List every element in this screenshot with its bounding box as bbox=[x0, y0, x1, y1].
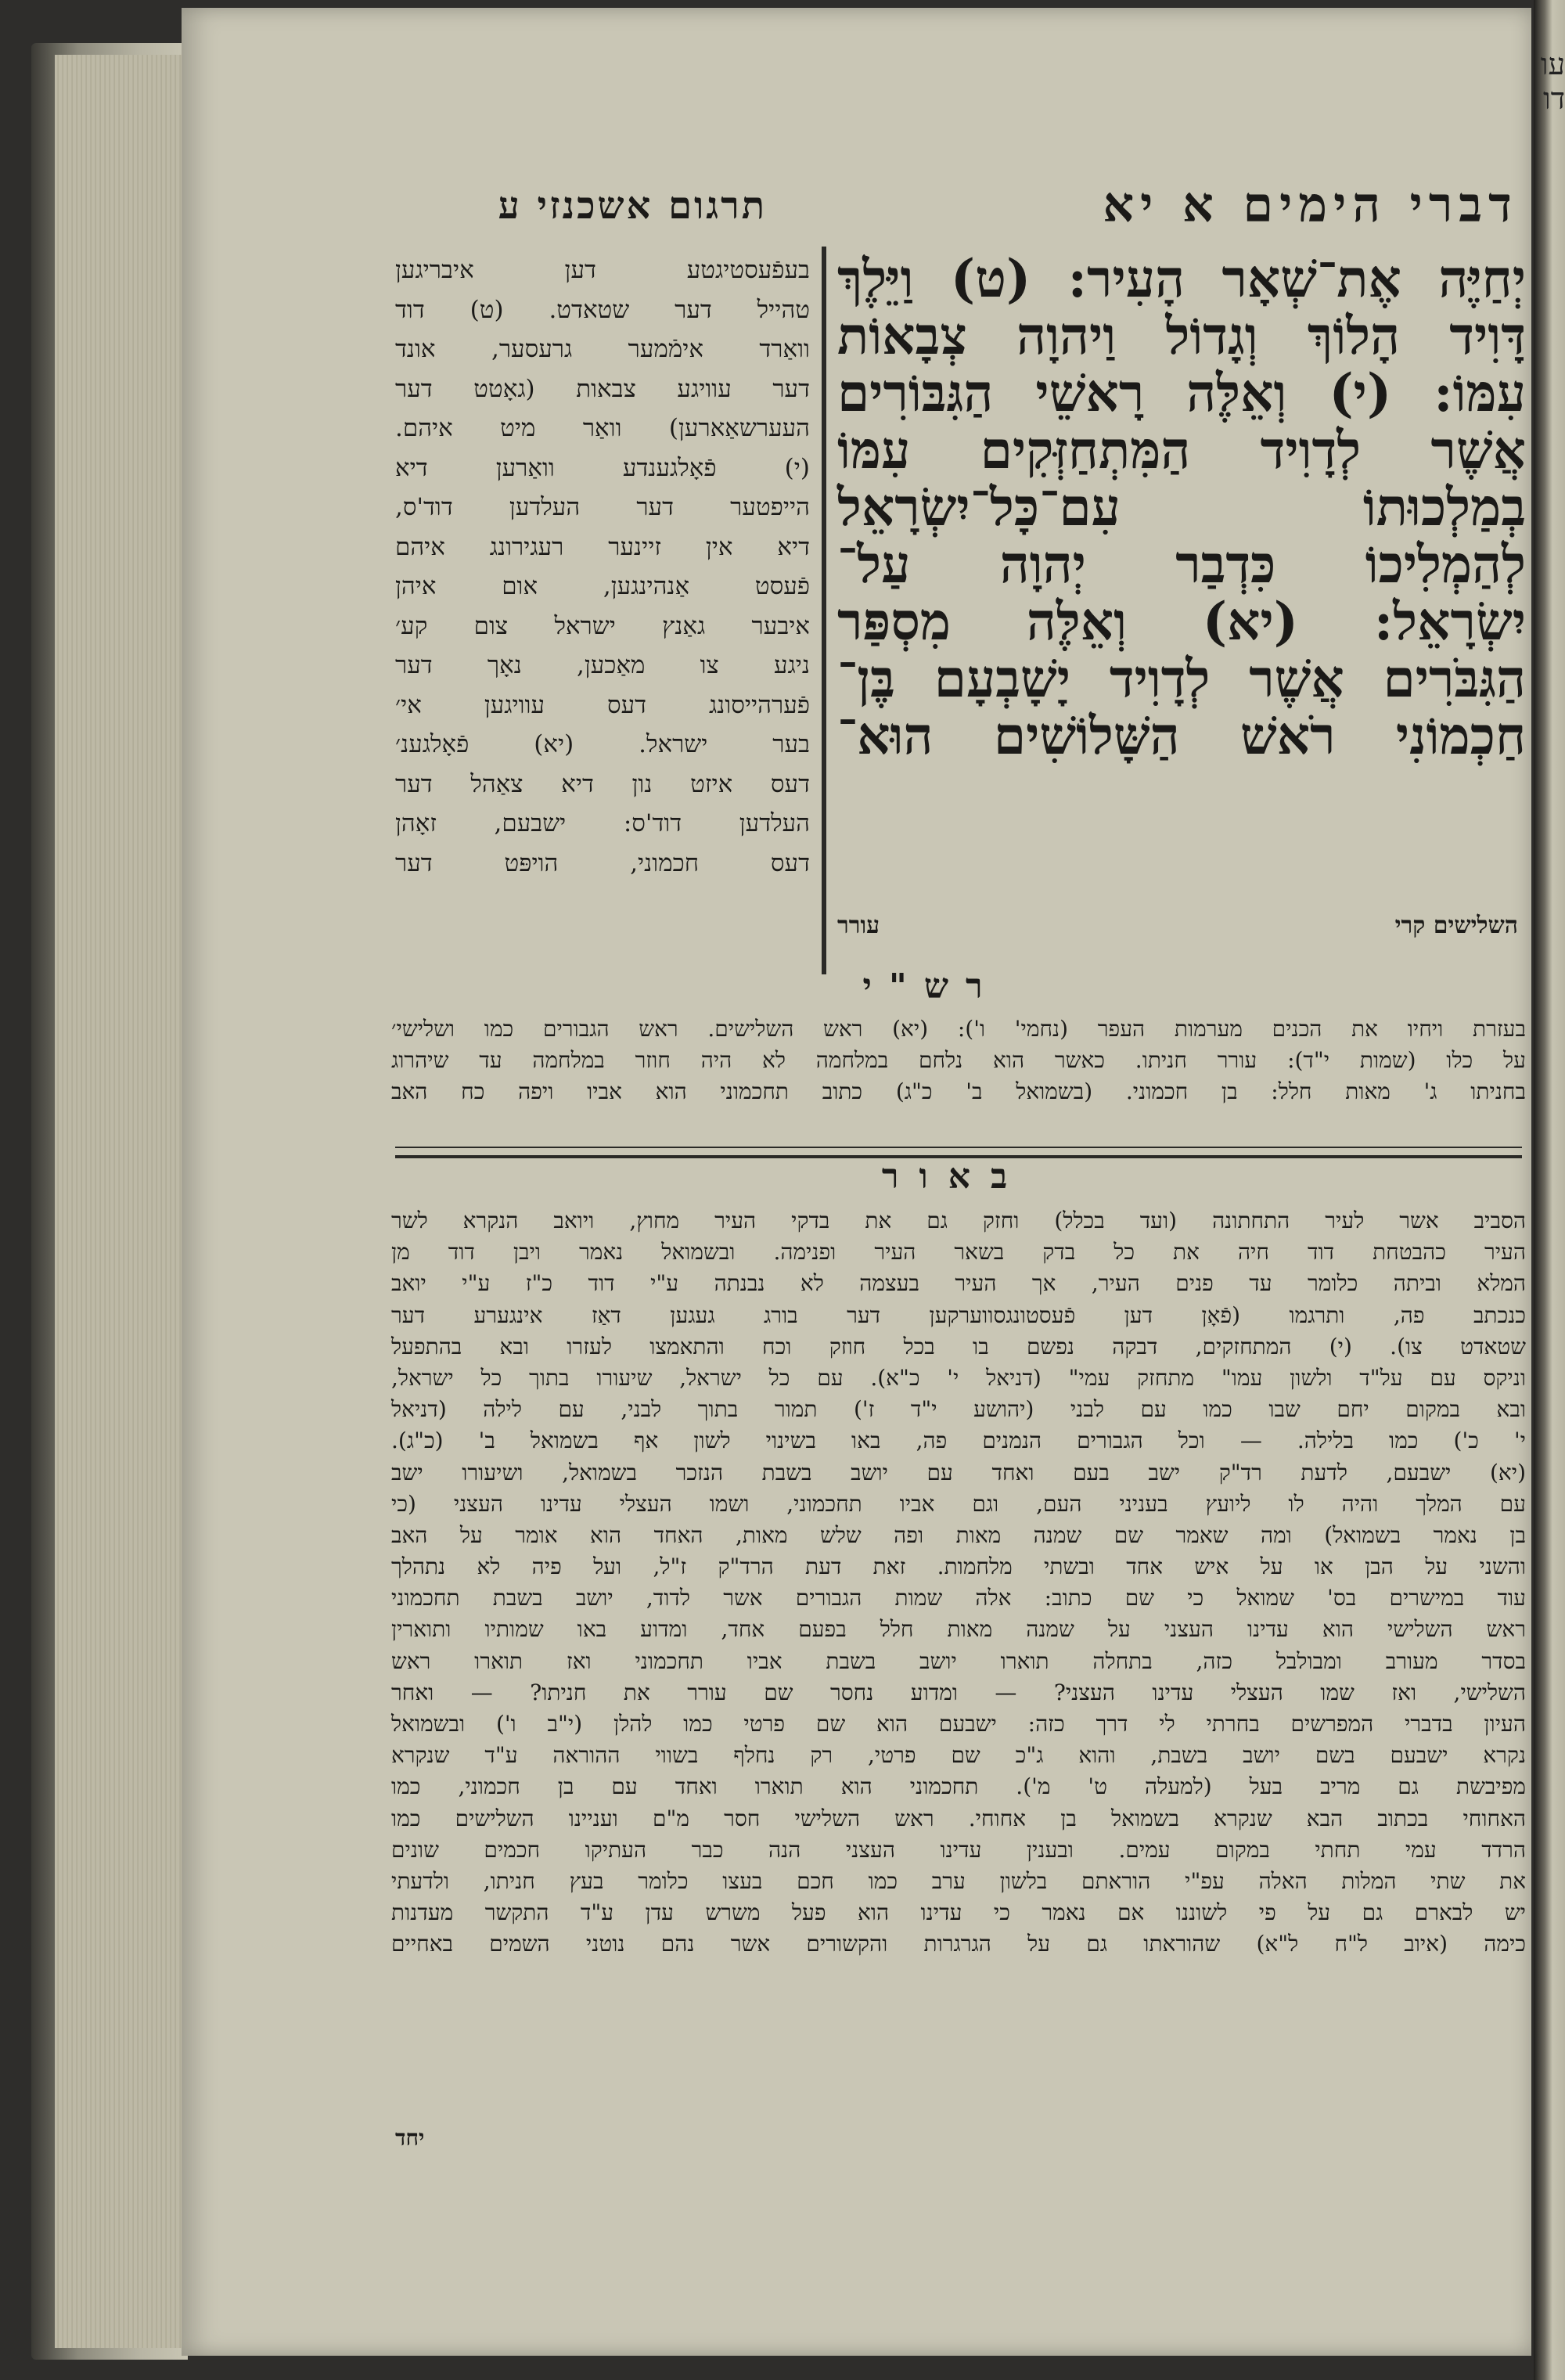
translation-line: בער ישראל. (יא) פֿאָלגענ׳ bbox=[395, 730, 810, 758]
rashi-line: בעזרת ויחיו את הכנים מערמות העפר (נחמי' ו'): (יא) ראש השלישים. ראש הגבורים כמו ושלישי׳ bbox=[391, 1016, 1526, 1042]
translation-line: וואַרד אימֿמער גרעסער, אונד bbox=[395, 335, 810, 363]
biur-line: והשני על הבן או על איש אחד ובשתי מלחמות. זאת דעת הרד"ק ז"ל, ועל פיה לא נתהלך bbox=[391, 1554, 1526, 1580]
translation-line: דעס איזט נון דיא צאַהל דער bbox=[395, 769, 810, 798]
rashi-line: בחניתו ג' מאות חלל: בן חכמוני. (בשמואל ב' כ"ג) כתוב תחכמוני הוא אביו ויפה כח האב bbox=[391, 1078, 1526, 1104]
translation-line: פֿערהייסונג דעס עוויגען אי׳ bbox=[395, 690, 810, 719]
biur-line: וניקס עם על"ד ולשון עמו" מתחזק עמי" (דניאל י' כ"א). עם כל ישראל, שיעורו בתוך כל ישראל, bbox=[391, 1364, 1526, 1391]
biur-commentary bbox=[391, 1205, 1526, 1961]
biur-line: בן נאמר בשמואל) ומה שאמר שם שמנה מאות ופה שלש מאות, האחד הוא אומר על האב bbox=[391, 1521, 1527, 1548]
column-divider bbox=[822, 247, 826, 974]
biur-line: השלישי, ואז שמו העצלי עדינו העצני? — ומדוע נחסר שם עורר את חניתו? — ואחר bbox=[391, 1679, 1526, 1705]
catchword: יחד bbox=[395, 2125, 425, 2151]
verse-line: יְחַיֶּה אֶת־שְׁאָר הָעִיר: (ט) וַיֵּלֶךְ bbox=[837, 248, 1526, 309]
translation-line: ניגע צו מאַכען, נאָך דער bbox=[395, 651, 810, 679]
biur-line: המלא וביתה כלומר עד פנים העיר, אך העיר בעצמה לא נבנתה ע"י דוד כ"ז ע"י יואב bbox=[391, 1270, 1526, 1297]
next-page-glyphs: עו דו bbox=[1540, 47, 1565, 116]
biur-line: הרדד עמי תחתי במקום עמים. ובענין עדינו העצני הנה כבר העתיקו חכמים שונים bbox=[391, 1836, 1526, 1863]
kri-ketiv-note bbox=[837, 912, 1518, 951]
translation-line: פֿעסט אַנהינגען, אום איהן bbox=[395, 572, 810, 600]
biur-line: בסדר מעורב ומבולבל כזה, בתחלה תוארו יושב בשבת אביו תחכמוני ואז תוארו ראש bbox=[391, 1647, 1526, 1674]
translation-line: (י) פֿאָלגענדע וואַרען דיא bbox=[395, 453, 810, 482]
verse-line: יִשְׂרָאֵל: (יא) וְאֵלֶּה מִסְפַּר bbox=[837, 591, 1526, 652]
hebrew-verse-text bbox=[837, 250, 1526, 765]
biur-line: מפיבשת גם מריב בעל (למעלה ט' מ'). תחכמוני הוא תוארו ואחד עם בן חכמוני, כמו bbox=[391, 1773, 1526, 1800]
translation-line: דער עוויגע צבאות (גאָטט דער bbox=[395, 374, 810, 403]
translation-line: דעס חכמוני, הויפּט דער bbox=[395, 848, 810, 877]
verse-line: לְהַמְלִיכוֹ כִּדְבַר יְהוָה עַל־ bbox=[837, 534, 1526, 595]
biur-line: ובא במקום יחם שבו כמו עם לבני (יהושע י"ד ז') תמור בתוך לבני, עם לילה (דניאל bbox=[391, 1396, 1526, 1423]
translation-line: העלדען דוד'ס: ישבעם, זאָהן bbox=[395, 809, 810, 837]
translation-line: הייפטער דער העלדען דוד'ס, bbox=[395, 493, 810, 521]
biur-line: יש לבארם גם על פי לשוננו אם נאמר כי עדינו הוא פעל משרש עדן ע"ד התקשר מעדנות bbox=[391, 1899, 1526, 1926]
biur-line: כנכתב פה, ותרגמו (פֿאָן דען פֿעסטונגסווערקען דער בורג געגען דאַז אינגערע דער bbox=[391, 1302, 1526, 1328]
biur-line: עוד במישרים בס' שמואל כי שם כתוב: אלה שמות הגבורים אשר לדוד, יושב בשבת תחכמוני bbox=[391, 1585, 1526, 1611]
rashi-heading: רש"י bbox=[862, 967, 1000, 1006]
biur-line: הסביב אשר לעיר התחתונה (ועד בכלל) וחזק גם את בדקי העיר מחוץ, ויואב הנקרא לשר bbox=[391, 1208, 1526, 1233]
verse-line: עִמּוֹ: (י) וְאֵלֶּה רָאשֵׁי הַגִּבּוֹרִים bbox=[837, 362, 1526, 423]
biur-line: נקרא ישבעם בשם יושב בשבת, והוא ג"כ שם פרטי, רק נחלף בשווי ההוראה ע"ד שנקרא bbox=[391, 1742, 1526, 1769]
translation-line: העערשאַארען) וואַר מיט איהם. bbox=[395, 414, 810, 442]
biur-line: כימה (איוב ל"ח ל"א) שהוראתו גם על הגרגרות והקשורים אשר נהם נוטני השמים באחיים bbox=[391, 1931, 1526, 1957]
ketiv-note: עורר bbox=[837, 912, 880, 939]
verse-line: דָּוִיד הָלוֹךְ וְגָדוֹל וַיהוָה צְבָאוֹת bbox=[837, 305, 1526, 366]
rashi-commentary bbox=[391, 1014, 1526, 1107]
yiddish-translation-column bbox=[395, 250, 810, 883]
biur-line: העיון בדברי המפרשים בחרתי לי דרך כזה: ישבעם הוא שם פרטי כמו להלן (י"ב ו') ובשמואל bbox=[391, 1711, 1526, 1737]
next-page-edge bbox=[1534, 0, 1565, 2380]
translation-line: טהייל דער שטאדט. (ט) דוד bbox=[395, 295, 810, 324]
biur-line: העיר כהבטחת דוד חיה את כל בדק בשאר העיר ופנימה. ובשמואל נאמר ויבן דוד מן bbox=[391, 1239, 1526, 1266]
biur-line: ראש השלישי הוא עדינו העצני על שמנה מאות חלל בפעם אחד, ומדוע באו שמותיו ותוארין bbox=[391, 1616, 1526, 1643]
biur-line: עם המלך והיה לו ליועץ בעניני העם, וגם אביו תחכמוני, ושמו העצלי עדינו העצני (כי bbox=[391, 1490, 1526, 1517]
page-stack-edges bbox=[55, 55, 188, 2348]
running-head-book-title: דברי הימים א יא bbox=[1103, 176, 1518, 233]
running-head-translation-title: תרגום אשכנזי ע bbox=[498, 184, 767, 228]
translation-line: איבער גאַנץ ישראל צום קע׳ bbox=[395, 611, 810, 640]
biur-line: את שתי המלות האלה עפ"י הוראתם בלשון ערב כמו חכם בעצו כלומר בעץ חניתו, ולדעתי bbox=[391, 1867, 1526, 1894]
biur-heading: באור bbox=[881, 1157, 1028, 1197]
biur-line: י' כ') כמו בלילה. — וכל הגבורים הנמנים פה, באו בשינוי לשון אף בשמואל ב' (כ"ג). bbox=[391, 1428, 1526, 1454]
translation-line: דיא אין זיינער רעגירונג איהם bbox=[395, 532, 810, 561]
verse-line: בְמַלְכוּתוֹ עִם־כָּל־יִשְׂרָאֵל bbox=[837, 477, 1526, 538]
verse-line: אֲשֶׁר לְדָוִיד הַמִּתְחַזְּקִים עִמּוֹ bbox=[837, 419, 1526, 481]
translation-line: בעפֿעסטיגטע דען איבריגען bbox=[395, 256, 810, 284]
biur-line: (יא) ישבעם, לדעת רד"ק ישב בעם ואחד עם יושב בשבת הנזכר בשמואל, ושיעורו ישב bbox=[391, 1459, 1526, 1485]
kri-note: השלישים קרי bbox=[1394, 912, 1518, 939]
verse-line: הַגִּבֹּרִים אֲשֶׁר לְדָוִיד יָשָׁבְעָם בֶּן־ bbox=[837, 648, 1526, 709]
verse-line: חַכְמוֹנִי רֹאשׁ הַשָּׁלוֹשִׁים הוּא־ bbox=[837, 705, 1526, 766]
biur-line: שטאדט צו). (י) המתחזקים, דבקה נפשם בו בכל חוזק וכח והתאמצו לעזרו ובא בהתפעל bbox=[391, 1333, 1526, 1359]
biur-line: האחוחי בכתוב הבא שנקרא בשמואל בן אחוחי. ראש השלישי חסר מ"ם ועניינו השלישים כמו bbox=[391, 1805, 1526, 1831]
rashi-line: על כלו (שמות י"ד): עורר חניתו. כאשר הוא נלחם במלחמה לא היה חוזר במלחמה עד שיהרוג bbox=[391, 1047, 1526, 1073]
